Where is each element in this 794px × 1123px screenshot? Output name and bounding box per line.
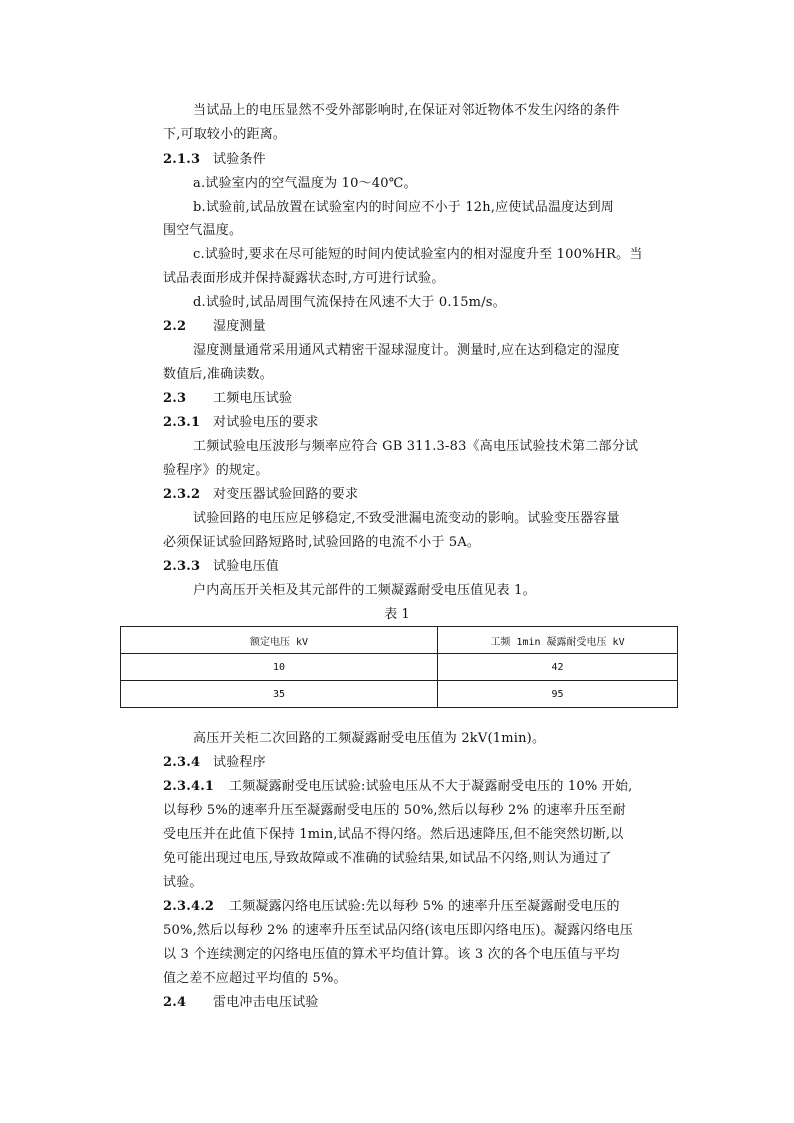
para-2-3-4-1-line-5: 试验。 xyxy=(163,875,203,890)
para-2-3-2-line-2: 必须保证试验回路短路时,试验回路的电流不小于 5A。 xyxy=(163,535,481,550)
heading-2-3-3 xyxy=(163,558,279,576)
para-2-2-line-2: 数值后,准确读数。 xyxy=(163,367,273,382)
heading-2-3-4 xyxy=(163,754,266,772)
table-caption: 表 1 xyxy=(384,607,410,622)
section-number: 2.3.4.2 xyxy=(163,899,215,914)
item-a: a.试验室内的空气温度为 10～40℃。 xyxy=(193,176,417,191)
table-row xyxy=(121,654,678,681)
heading-2-1-3 xyxy=(163,151,266,169)
para-2-3-1-line-2: 验程序》的规定。 xyxy=(163,463,269,478)
section-number: 2.2 xyxy=(163,319,187,334)
para-2-3-3-line-1: 户内高压开关柜及其元部件的工频凝露耐受电压值见表 1。 xyxy=(193,583,536,598)
section-number: 2.3.4.1 xyxy=(163,779,215,794)
heading-2-4 xyxy=(163,994,319,1012)
intro-line-1: 当试品上的电压显然不受外部影响时,在保证对邻近物体不发生闪络的条件 xyxy=(193,103,620,118)
table-cell: 35 xyxy=(121,681,438,708)
section-title: 对试验电压的要求 xyxy=(213,415,319,430)
item-b-line-1: b.试验前,试品放置在试验室内的时间应不小于 12h,应使试品温度达到周 xyxy=(193,200,614,215)
item-c-line-2: 试品表面形成并保持凝露状态时,方可进行试验。 xyxy=(163,271,445,286)
table-row xyxy=(121,681,678,708)
section-number: 2.3.2 xyxy=(163,487,201,502)
heading-2-3-1 xyxy=(163,414,319,432)
para-2-3-4-1-line-1 xyxy=(163,778,632,796)
para-2-3-1-line-1: 工频试验电压波形与频率应符合 GB 311.3-83《高电压试验技术第二部分试 xyxy=(193,439,639,454)
para-2-3-2-line-1: 试验回路的电压应足够稳定,不致受泄漏电流变动的影响。试验变压器容量 xyxy=(193,511,620,526)
voltage-table xyxy=(120,626,678,708)
para-2-3-4-1-line-2: 以每秒 5%的速率升压至凝露耐受电压的 50%,然后以每秒 2% 的速率升压至耐 xyxy=(163,803,626,818)
para-after-table: 高压开关柜二次回路的工频凝露耐受电压值为 2kV(1min)。 xyxy=(193,731,546,746)
section-title: 湿度测量 xyxy=(213,319,266,334)
section-title: 试验条件 xyxy=(213,152,266,167)
paragraph-text: 工频凝露耐受电压试验:试验电压从不大于凝露耐受电压的 10% 开始, xyxy=(229,779,633,794)
section-number: 2.3.1 xyxy=(163,415,201,430)
section-number: 2.4 xyxy=(163,995,187,1010)
section-title: 试验程序 xyxy=(213,755,266,770)
item-d: d.试验时,试品周围气流保持在风速不大于 0.15m/s。 xyxy=(193,295,506,310)
para-2-3-4-1-line-4: 免可能出现过电压,导致故障或不准确的试验结果,如试品不闪络,则认为通过了 xyxy=(163,851,612,866)
table-cell: 42 xyxy=(438,654,678,681)
table-header-row xyxy=(121,627,678,654)
table-header-cell: 工频 1min 凝露耐受电压 kV xyxy=(438,627,678,654)
para-2-3-4-1-line-3: 受电压并在此值下保持 1min,试品不得闪络。然后迅速降压,但不能突然切断,以 xyxy=(163,827,624,842)
section-number: 2.3.4 xyxy=(163,755,201,770)
section-number: 2.3 xyxy=(163,391,187,406)
table-header-cell: 额定电压 kV xyxy=(121,627,438,654)
section-title: 雷电冲击电压试验 xyxy=(213,995,319,1010)
heading-2-3-2 xyxy=(163,486,358,504)
para-2-3-4-2-line-1 xyxy=(163,898,620,916)
para-2-2-line-1: 湿度测量通常采用通风式精密干湿球湿度计。测量时,应在达到稳定的湿度 xyxy=(193,343,620,358)
para-2-3-4-2-line-3: 以 3 个连续测定的闪络电压值的算术平均值计算。该 3 次的各个电压值与平均 xyxy=(163,947,620,962)
table-cell: 95 xyxy=(438,681,678,708)
heading-2-3 xyxy=(163,390,292,408)
intro-line-2: 下,可取较小的距离。 xyxy=(163,127,287,142)
item-c-line-1: c.试验时,要求在尽可能短的时间内使试验室内的相对湿度升至 100%HR。当 xyxy=(193,247,643,262)
section-title: 工频电压试验 xyxy=(213,391,293,406)
item-b-line-2: 围空气温度。 xyxy=(163,223,243,238)
section-title: 对变压器试验回路的要求 xyxy=(213,487,359,502)
paragraph-text: 工频凝露闪络电压试验:先以每秒 5% 的速率升压至凝露耐受电压的 xyxy=(229,899,620,914)
section-title: 试验电压值 xyxy=(213,559,280,574)
table-cell: 10 xyxy=(121,654,438,681)
para-2-3-4-2-line-2: 50%,然后以每秒 2% 的速率升压至试品闪络(该电压即闪络电压)。凝露闪络电压 xyxy=(163,923,634,938)
para-2-3-4-2-line-4: 值之差不应超过平均值的 5%。 xyxy=(163,971,347,986)
heading-2-2 xyxy=(163,318,266,336)
section-number: 2.1.3 xyxy=(163,152,201,167)
section-number: 2.3.3 xyxy=(163,559,201,574)
